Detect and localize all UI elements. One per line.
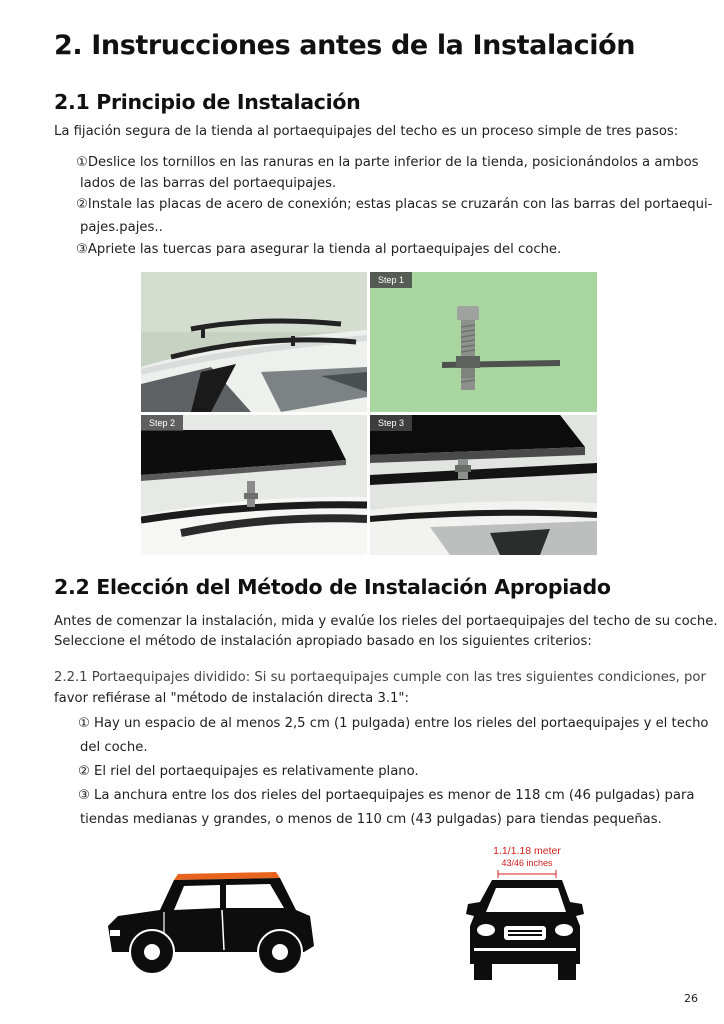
step-2-line-2: pajes.pajes.. xyxy=(80,220,163,235)
bolt-photo xyxy=(370,272,597,412)
page-number: 26 xyxy=(684,992,698,1005)
condition-3-line-1: ③ La anchura entre los dos rieles del portaequipajes es menor de 118 cm (46 pulgadas) para xyxy=(78,788,695,803)
step-1-line-2: lados de las barras del portaequipajes. xyxy=(80,176,337,191)
car-side-silhouette xyxy=(104,866,320,974)
page-title: 2. Instrucciones antes de la Instalación xyxy=(54,30,636,61)
installation-photo-grid xyxy=(141,272,597,555)
step-3-line: ③Apriete las tuercas para asegurar la tienda al portaequipajes del coche. xyxy=(76,242,562,257)
condition-3-line-2: tiendas medianas y grandes, o menos de 110 cm (43 pulgadas) para tiendas pequeñas. xyxy=(80,812,662,827)
section-2-2-heading: 2.2 Elección del Método de Instalación Apropiado xyxy=(54,575,611,599)
tighten-nut-photo xyxy=(370,415,597,555)
step-1-line-1: ①Deslice los tornillos en las ranuras en la parte inferior de la tienda, posicionándolos a ambos xyxy=(76,155,699,170)
step-2-tag: Step 2 xyxy=(141,415,183,431)
step-1-tag: Step 1 xyxy=(370,272,412,288)
photo-roof-rails xyxy=(141,272,367,412)
photo-step-1 xyxy=(370,272,597,412)
tent-base-photo xyxy=(141,415,367,555)
photo-step-3 xyxy=(370,415,597,555)
subsection-2-2-1-line-1: 2.2.1 Portaequipajes dividido: Si su portaequipajes cumple con las tres siguientes condiciones, por xyxy=(54,670,706,685)
step-3-tag: Step 3 xyxy=(370,415,412,431)
section-2-1-heading: 2.1 Principio de Instalación xyxy=(54,90,361,114)
condition-1-line-1: ① Hay un espacio de al menos 2,5 cm (1 pulgada) entre los rieles del portaequipajes y el techo xyxy=(78,716,709,731)
photo-step-2 xyxy=(141,415,367,555)
step-2-line-1: ②Instale las placas de acero de conexión; estas placas se cruzarán con las barras del portaequi- xyxy=(76,197,713,212)
meter-label: 1.1/1.18 meter xyxy=(493,845,561,857)
condition-1-line-2: del coche. xyxy=(80,740,148,755)
subsection-2-2-1-line-2: favor refiérase al "método de instalación directa 3.1": xyxy=(54,691,409,706)
section-2-2-intro-line-2: Seleccione el método de instalación apropiado basado en los siguientes criterios: xyxy=(54,634,592,649)
section-2-2-intro-line-1: Antes de comenzar la instalación, mida y evalúe los rieles del portaequipajes del techo de su coche. xyxy=(54,614,718,629)
section-2-1-intro: La fijación segura de la tienda al portaequipajes del techo es un proceso simple de tres pasos: xyxy=(54,124,679,139)
car-front-silhouette xyxy=(464,868,590,982)
car-roof-photo xyxy=(141,272,367,412)
condition-2-line: ② El riel del portaequipajes es relativamente plano. xyxy=(78,764,419,779)
inch-label: 43/46 inches xyxy=(501,858,553,868)
